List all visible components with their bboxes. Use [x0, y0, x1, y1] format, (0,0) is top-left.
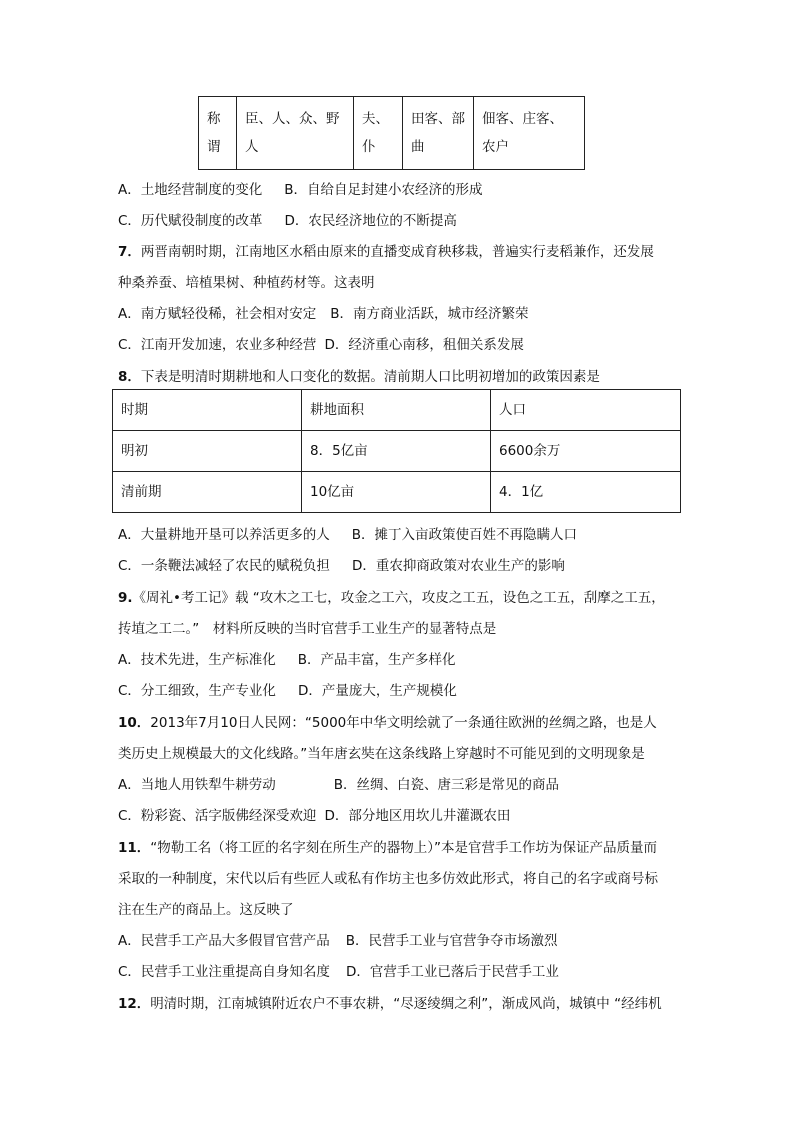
question-text: 《周礼•考工记》载 “攻木之工七，攻金之工六，攻皮之工五，设色之工五，刮摩之工五，	[132, 590, 665, 606]
table-header: 人口	[491, 390, 681, 431]
table-cell: 夫、仆	[354, 97, 403, 170]
table-cell: 田客、部曲	[403, 97, 474, 170]
question-text: “物勒工名（将工匠的名字刻在所生产的器物上）”本是官营手工作坊为保证产品质量而	[150, 840, 658, 856]
option-a: A．土地经营制度的变化	[118, 182, 263, 198]
table-cell: 8．5亿亩	[302, 431, 491, 472]
option-a: A．技术先进，生产标准化	[118, 652, 276, 668]
option-d: D．官营手工业已落后于民营手工业	[345, 964, 559, 980]
table-row	[113, 431, 681, 472]
option-a: A．当地人用铁犁牛耕劳动	[118, 777, 276, 793]
option-c: C．粉彩瓷、活字版佛经深受欢迎	[118, 808, 317, 824]
q8-options-row1	[118, 523, 577, 543]
option-a: A．南方赋轻役稀，社会相对安定	[118, 306, 317, 322]
table-header-row	[113, 390, 681, 431]
option-b: B．自给自足封建小农经济的形成	[284, 182, 483, 198]
table-cell: 10亿亩	[302, 472, 491, 513]
q8-options-row2	[118, 554, 565, 574]
data-table	[112, 389, 681, 513]
table-cell: 6600余万	[491, 431, 681, 472]
question-text: 明清时期，江南城镇附近农户不事农耕，“尽逐绫绸之利”，渐成风尚，城镇中 “经纬机	[150, 996, 662, 1012]
q9-options-row2	[118, 679, 457, 699]
q7-options-row1	[118, 302, 529, 322]
q7-stem-cont: 种桑养蚕、培植果树、种植药材等。这表明	[118, 275, 375, 291]
option-c: C．历代赋役制度的改革	[118, 213, 263, 229]
option-b: B．民营手工业与官营争夺市场激烈	[345, 933, 558, 949]
q10-stem	[118, 711, 657, 731]
question-number: 12．	[118, 996, 151, 1012]
question-text: 下表是明清时期耕地和人口变化的数据。清前期人口比明初增加的政策因素是	[140, 369, 600, 385]
option-c: C．分工细致，生产专业化	[118, 683, 276, 699]
option-d: D．经济重心南移，租佃关系发展	[324, 337, 524, 353]
table-row	[199, 97, 585, 170]
q10-options-row1	[118, 773, 559, 793]
table-cell: 佃客、庄客、农户	[474, 97, 585, 170]
q11-stem-cont: 采取的一种制度，宋代以后有些匠人或私有作坊主也多仿效此形式，将自己的名字或商号标	[118, 871, 658, 887]
option-d: D．农民经济地位的不断提高	[284, 213, 457, 229]
q9-stem-cont: 抟埴之工二。” 材料所反映的当时官营手工业生产的显著特点是	[118, 621, 497, 637]
option-b: B．南方商业活跃，城市经济繁荣	[330, 306, 529, 322]
q11-stem-cont2: 注在生产的商品上。这反映了	[118, 902, 294, 918]
q11-options-row1	[118, 929, 558, 949]
title-table	[198, 96, 585, 170]
table-cell: 清前期	[113, 472, 302, 513]
table-row	[113, 472, 681, 513]
option-d: D．部分地区用坎儿井灌溉农田	[324, 808, 511, 824]
question-number: 9.	[118, 590, 133, 606]
table-cell: 明初	[113, 431, 302, 472]
option-a: A．民营手工产品大多假冒官营产品	[118, 933, 330, 949]
option-c: C．民营手工业注重提高自身知名度	[118, 964, 330, 980]
table-cell: 4．1亿	[491, 472, 681, 513]
q9-stem	[118, 586, 665, 606]
q11-stem	[118, 836, 657, 856]
question-number: 10．	[118, 715, 151, 731]
q8-stem	[118, 365, 600, 385]
q9-options-row1	[118, 648, 456, 668]
q11-options-row2	[118, 960, 559, 980]
option-a: A．大量耕地开垦可以养活更多的人	[118, 527, 330, 543]
table-header: 时期	[113, 390, 302, 431]
q7-options-row2	[118, 333, 524, 353]
question-number: 7．	[118, 244, 141, 260]
table-header: 耕地面积	[302, 390, 491, 431]
question-number: 11．	[118, 840, 151, 856]
option-d: D．产量庞大，生产规模化	[297, 683, 457, 699]
q10-options-row2	[118, 804, 510, 824]
q12-stem	[118, 992, 662, 1012]
table-cell: 称谓	[199, 97, 237, 170]
option-b: B．产品丰富，生产多样化	[297, 652, 456, 668]
option-b: B．丝绸、白瓷、唐三彩是常见的商品	[333, 777, 560, 793]
option-c: C．江南开发加速，农业多种经营	[118, 337, 317, 353]
question-text: 2013年7月10日人民网：“5000年中华文明绘就了一条通往欧洲的丝绸之路，也是人	[150, 715, 657, 731]
q6-options-row2	[118, 209, 457, 229]
q6-options-row1	[118, 178, 483, 198]
question-text: 两晋南朝时期，江南地区水稻由原来的直播变成育秧移栽，普遍实行麦稻兼作，还发展	[140, 244, 654, 260]
q10-stem-cont: 类历史上规模最大的文化线路。”当年唐玄奘在这条线路上穿越时不可能见到的文明现象是	[118, 746, 645, 762]
option-b: B．摊丁入亩政策使百姓不再隐瞒人口	[351, 527, 578, 543]
question-number: 8．	[118, 369, 141, 385]
table-cell: 臣、人、众、野人	[237, 97, 354, 170]
option-d: D．重农抑商政策对农业生产的影响	[351, 558, 565, 574]
option-c: C．一条鞭法减轻了农民的赋税负担	[118, 558, 330, 574]
q7-stem	[118, 240, 654, 260]
